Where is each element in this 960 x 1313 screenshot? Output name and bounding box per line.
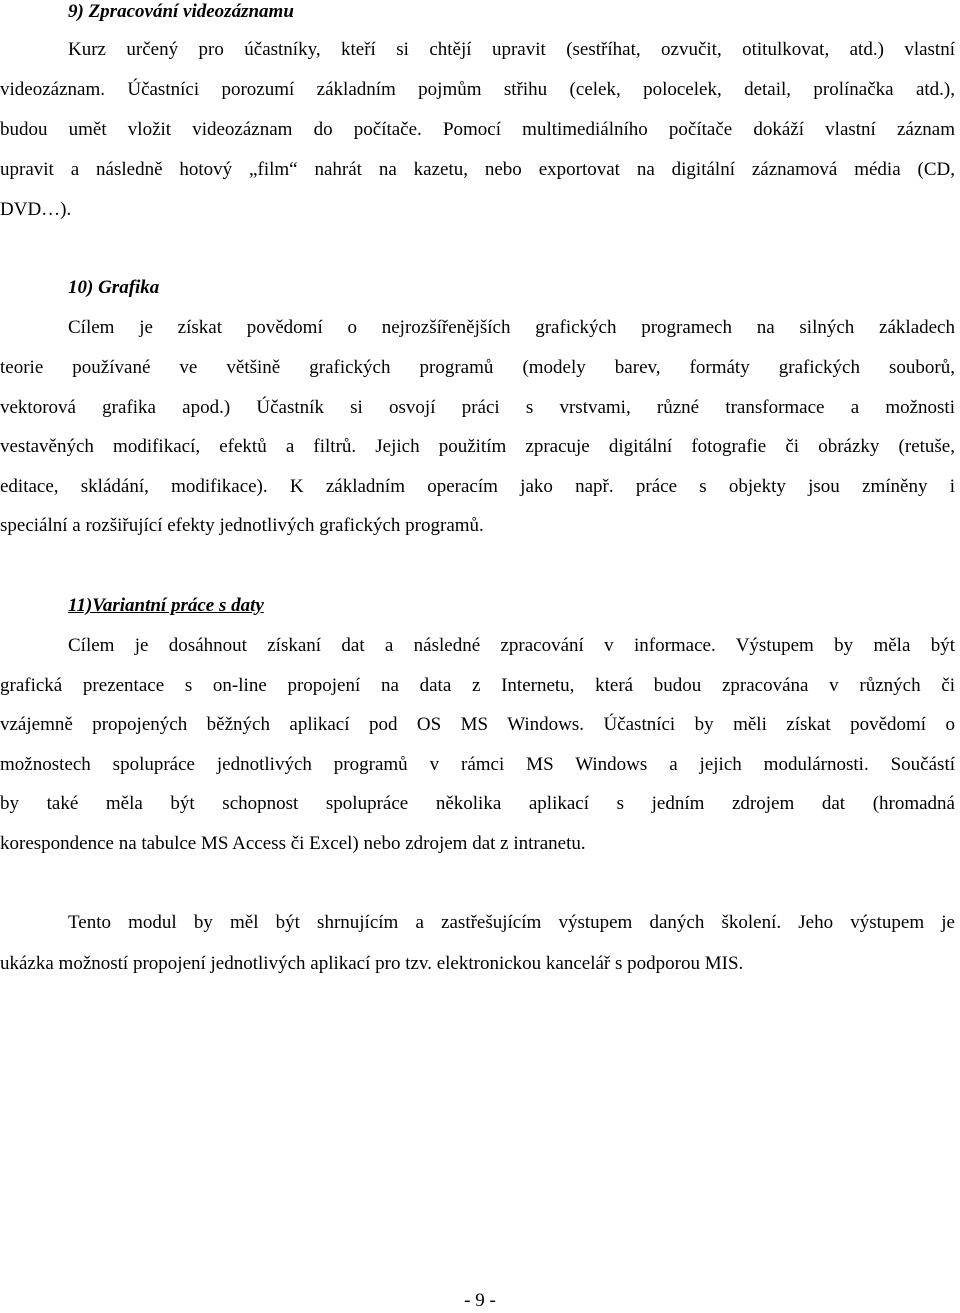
paragraph-line: Cílem je dosáhnout získaní dat a následné zpracování v informace. Výstupem by měla být	[68, 635, 955, 656]
paragraph-line: vzájemně propojených běžných aplikací pod OS MS Windows. Účastníci by měli získat povědomí o	[0, 714, 955, 735]
page-number: - 9 -	[464, 1290, 496, 1311]
paragraph-line: vestavěných modifikací, efektů a filtrů. Jejich použitím zpracuje digitální fotografie či obrázky (retuše,	[0, 436, 955, 457]
paragraph-line: Kurz určený pro účastníky, kteří si chtějí upravit (sestříhat, ozvučit, otitulkovat, atd.) vlastní	[68, 39, 955, 60]
paragraph-line: by také měla být schopnost spolupráce několika aplikací s jedním zdrojem dat (hromadná	[0, 793, 955, 814]
paragraph-line: DVD…).	[0, 199, 72, 220]
paragraph-line: upravit a následně hotový „film“ nahrát na kazetu, nebo exportovat na digitální záznamová média (CD,	[0, 159, 955, 180]
paragraph-line: vektorová grafika apod.) Účastník si osvojí práci s vrstvami, různé transformace a možnosti	[0, 397, 955, 418]
paragraph-line: teorie používané ve většině grafických programů (modely barev, formáty grafických souborů,	[0, 357, 955, 378]
section-heading-grafika: 10) Grafika	[68, 277, 160, 298]
section-heading-video: 9) Zpracování videozáznamu	[68, 1, 294, 22]
paragraph-line: korespondence na tabulce MS Access či Excel) nebo zdrojem dat z intranetu.	[0, 833, 586, 854]
paragraph-line: videozáznam. Účastníci porozumí základním pojmům střihu (celek, polocelek, detail, prolínačka atd.),	[0, 79, 955, 100]
paragraph-line: Tento modul by měl být shrnujícím a zastřešujícím výstupem daných školení. Jeho výstupem je	[68, 912, 955, 933]
paragraph-line: ukázka možností propojení jednotlivých aplikací pro tzv. elektronickou kancelář s podporou MIS.	[0, 953, 744, 974]
section-heading-data: 11)Variantní práce s daty	[68, 595, 264, 616]
paragraph-line: editace, skládání, modifikace). K základním operacím jako např. práce s objekty jsou zmíněny i	[0, 476, 955, 497]
paragraph-line: možnostech spolupráce jednotlivých programů v rámci MS Windows a jejich modulárnosti. Součástí	[0, 754, 955, 775]
paragraph-line: grafická prezentace s on-line propojení na data z Internetu, která budou zpracována v různých či	[0, 675, 955, 696]
paragraph-line: budou umět vložit videozáznam do počítače. Pomocí multimediálního počítače dokáží vlastní záznam	[0, 119, 955, 140]
paragraph-line: Cílem je získat povědomí o nejrozšířenějších grafických programech na silných základech	[68, 317, 955, 338]
paragraph-line: speciální a rozšiřující efekty jednotlivých grafických programů.	[0, 515, 484, 536]
